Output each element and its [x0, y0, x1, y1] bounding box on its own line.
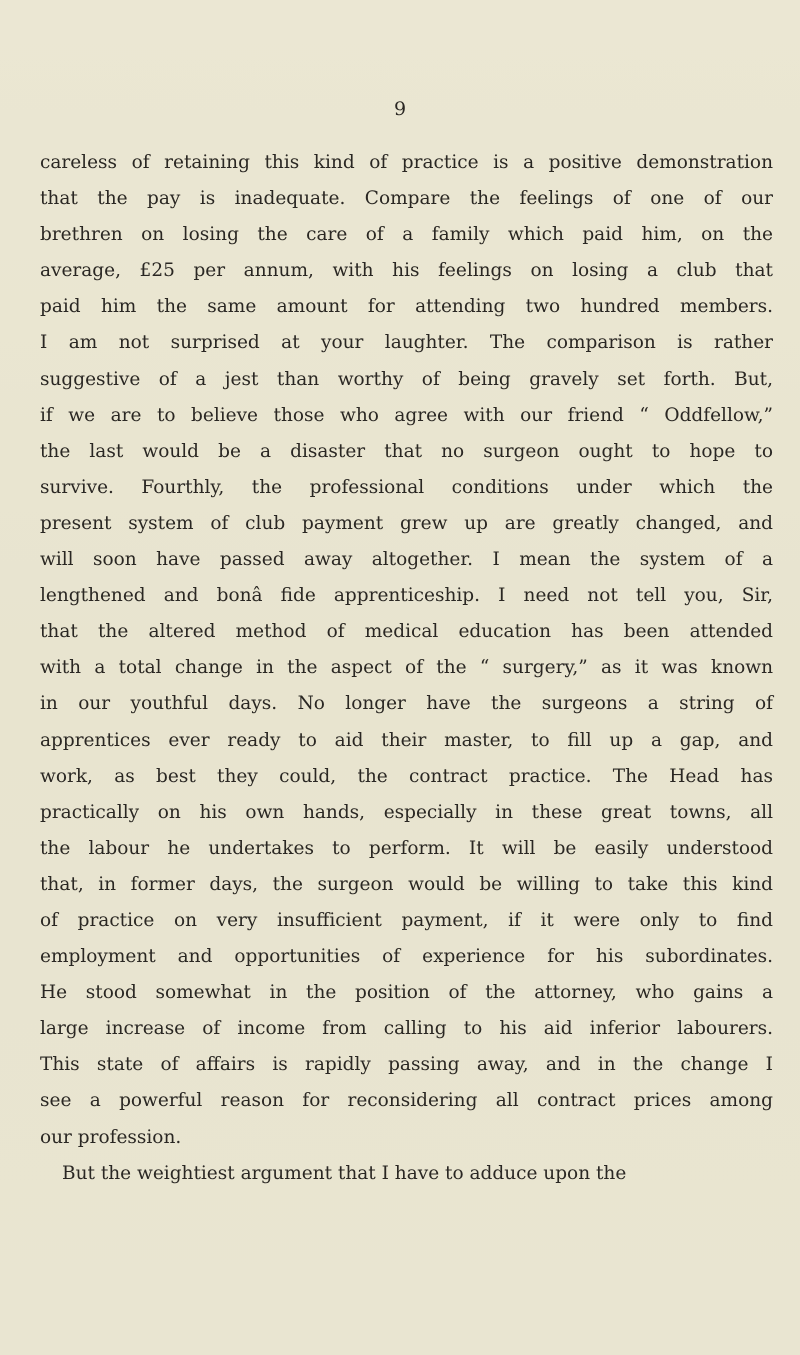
page-number: 9 — [393, 98, 407, 120]
text-line: present system of club payment grew up are greatly changed, and — [40, 512, 773, 534]
text-line: employment and opportunities of experience for his subordinates. — [40, 946, 773, 968]
text-line: careless of retaining this kind of practice is a positive demonstration — [40, 152, 773, 173]
text-line: in our youthful days. No longer have the surgeons a string of — [40, 693, 773, 715]
text-line: work, as best they could, the contract practice. The Head has — [40, 765, 773, 787]
text-line: if we are to believe those who agree with our friend “ Oddfellow,” — [40, 404, 773, 426]
text-line: will soon have passed away altogether. I mean the system of a — [40, 549, 773, 571]
body-text — [40, 145, 773, 1192]
text-line: lengthened and bonâ fide apprenticeship. I need not tell you, Sir, — [40, 585, 773, 607]
text-line: apprentices ever ready to aid their master, to fill up a gap, and — [40, 729, 773, 751]
text-line: paid him the same amount for attending two hundred members. — [40, 296, 773, 318]
text-line: the labour he undertakes to perform. It will be easily understood — [40, 837, 773, 859]
text-line: This state of affairs is rapidly passing away, and in the change I — [40, 1054, 773, 1076]
text-line: that the pay is inadequate. Compare the feelings of one of our — [40, 188, 773, 210]
text-line: brethren on losing the care of a family which paid him, on the — [40, 224, 773, 246]
text-line: the last would be a disaster that no surgeon ought to hope to — [40, 440, 773, 462]
text-line: practically on his own hands, especially in these great towns, all — [40, 801, 773, 823]
text-line: see a powerful reason for reconsidering all contract prices among — [40, 1090, 773, 1112]
text-line: that, in former days, the surgeon would be willing to take this kind — [40, 873, 773, 895]
text-line: that the altered method of medical education has been attended — [40, 621, 773, 643]
text-line-paragraph-start: But the weightiest argument that I have to adduce upon the — [62, 1162, 627, 1184]
text-line: He stood somewhat in the position of the attorney, who gains a — [40, 982, 773, 1004]
text-line: large increase of income from calling to his aid inferior labourers. — [40, 1018, 773, 1040]
text-line: I am not surprised at your laughter. The comparison is rather — [40, 332, 773, 354]
text-line-paragraph-end: our profession. — [40, 1126, 182, 1148]
text-line: of practice on very insufficient payment, if it were only to find — [40, 909, 773, 931]
text-line: average, £25 per annum, with his feelings on losing a club that — [40, 260, 773, 282]
text-line: survive. Fourthly, the professional conditions under which the — [40, 476, 773, 498]
text-line: with a total change in the aspect of the “ surgery,” as it was known — [40, 657, 773, 679]
text-line: suggestive of a jest than worthy of being gravely set forth. But, — [40, 368, 773, 390]
